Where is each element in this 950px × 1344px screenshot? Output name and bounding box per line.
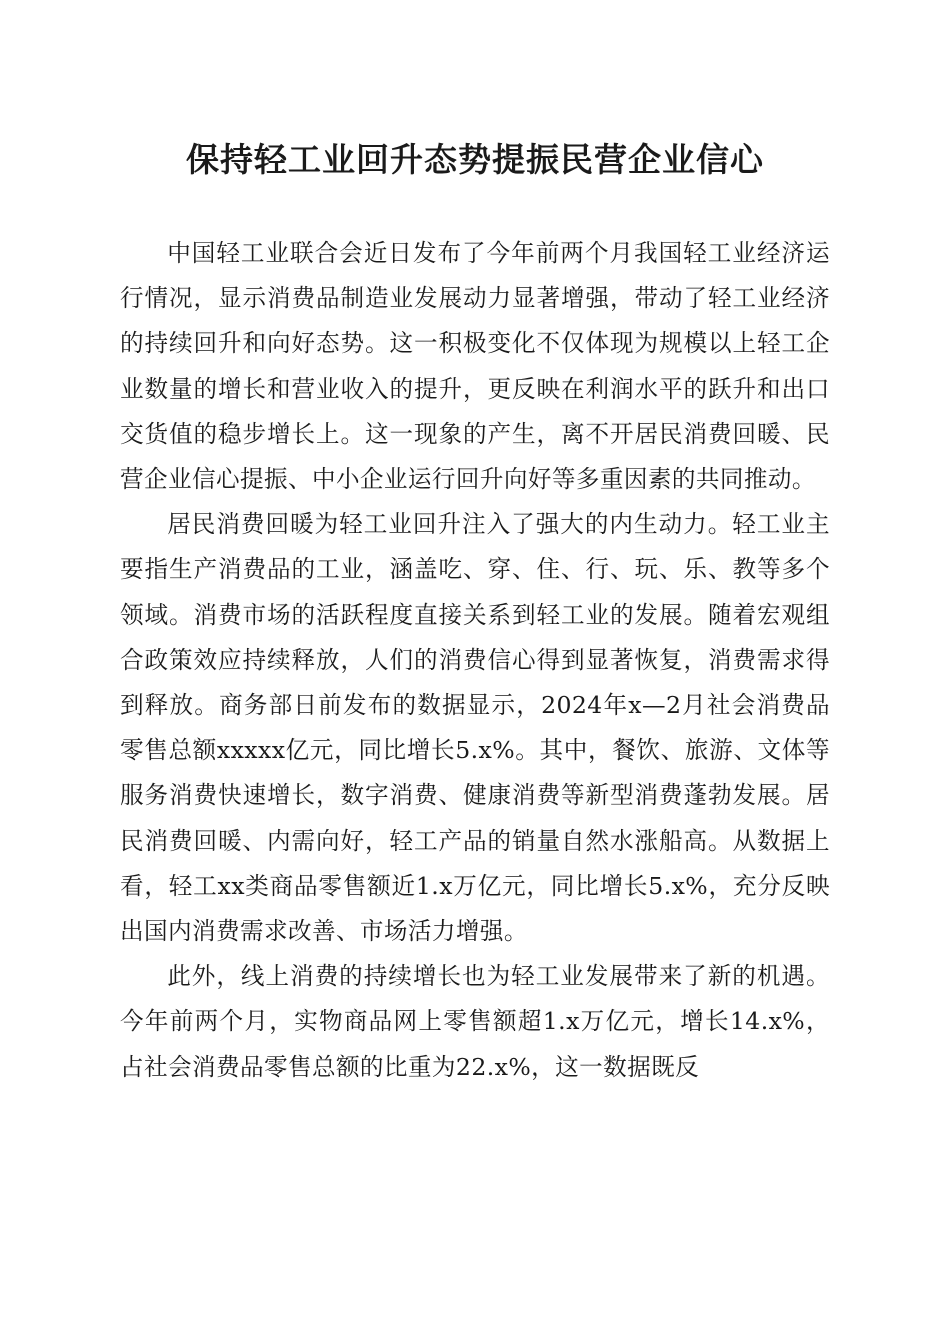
document-title: 保持轻工业回升态势提振民营企业信心 [186, 140, 764, 179]
paragraph: 居民消费回暖为轻工业回升注入了强大的内生动力。轻工业主要指生产消费品的工业，涵盖吃、穿、住、行、玩、乐、教等多个领域。消费市场的活跃程度直接关系到轻工业的发展。随着宏观组合政策效应持续释放，人们的消费信心得到显著恢复，消费需求得到释放。商务部日前发布的数据显示，2024年x—2月社会消费品零售总额xxxxx亿元，同比增长5.x%。其中，餐饮、旅游、文体等服务消费快速增长，数字消费、健康消费等新型消费蓬勃发展。居民消费回暖、内需向好，轻工产品的销量自然水涨船高。从数据上看，轻工xx类商品零售额近1.x万亿元，同比增长5.x%，充分反映出国内消费需求改善、市场活力增强。 [120, 510, 830, 946]
paragraph: 此外，线上消费的持续增长也为轻工业发展带来了新的机遇。今年前两个月，实物商品网上零售额超1.x万亿元，增长14.x%，占社会消费品零售总额的比重为22.x%，这一数据既反 [120, 962, 830, 1081]
document-body [120, 231, 830, 1090]
paragraph: 中国轻工业联合会近日发布了今年前两个月我国轻工业经济运行情况，显示消费品制造业发展动力显著增强，带动了轻工业经济的持续回升和向好态势。这一积极变化不仅体现为规模以上轻工企业数量的增长和营业收入的提升，更反映在利润水平的跃升和出口交货值的稳步增长上。这一现象的产生，离不开居民消费回暖、民营企业信心提振、中小企业运行回升向好等多重因素的共同推动。 [120, 239, 830, 494]
